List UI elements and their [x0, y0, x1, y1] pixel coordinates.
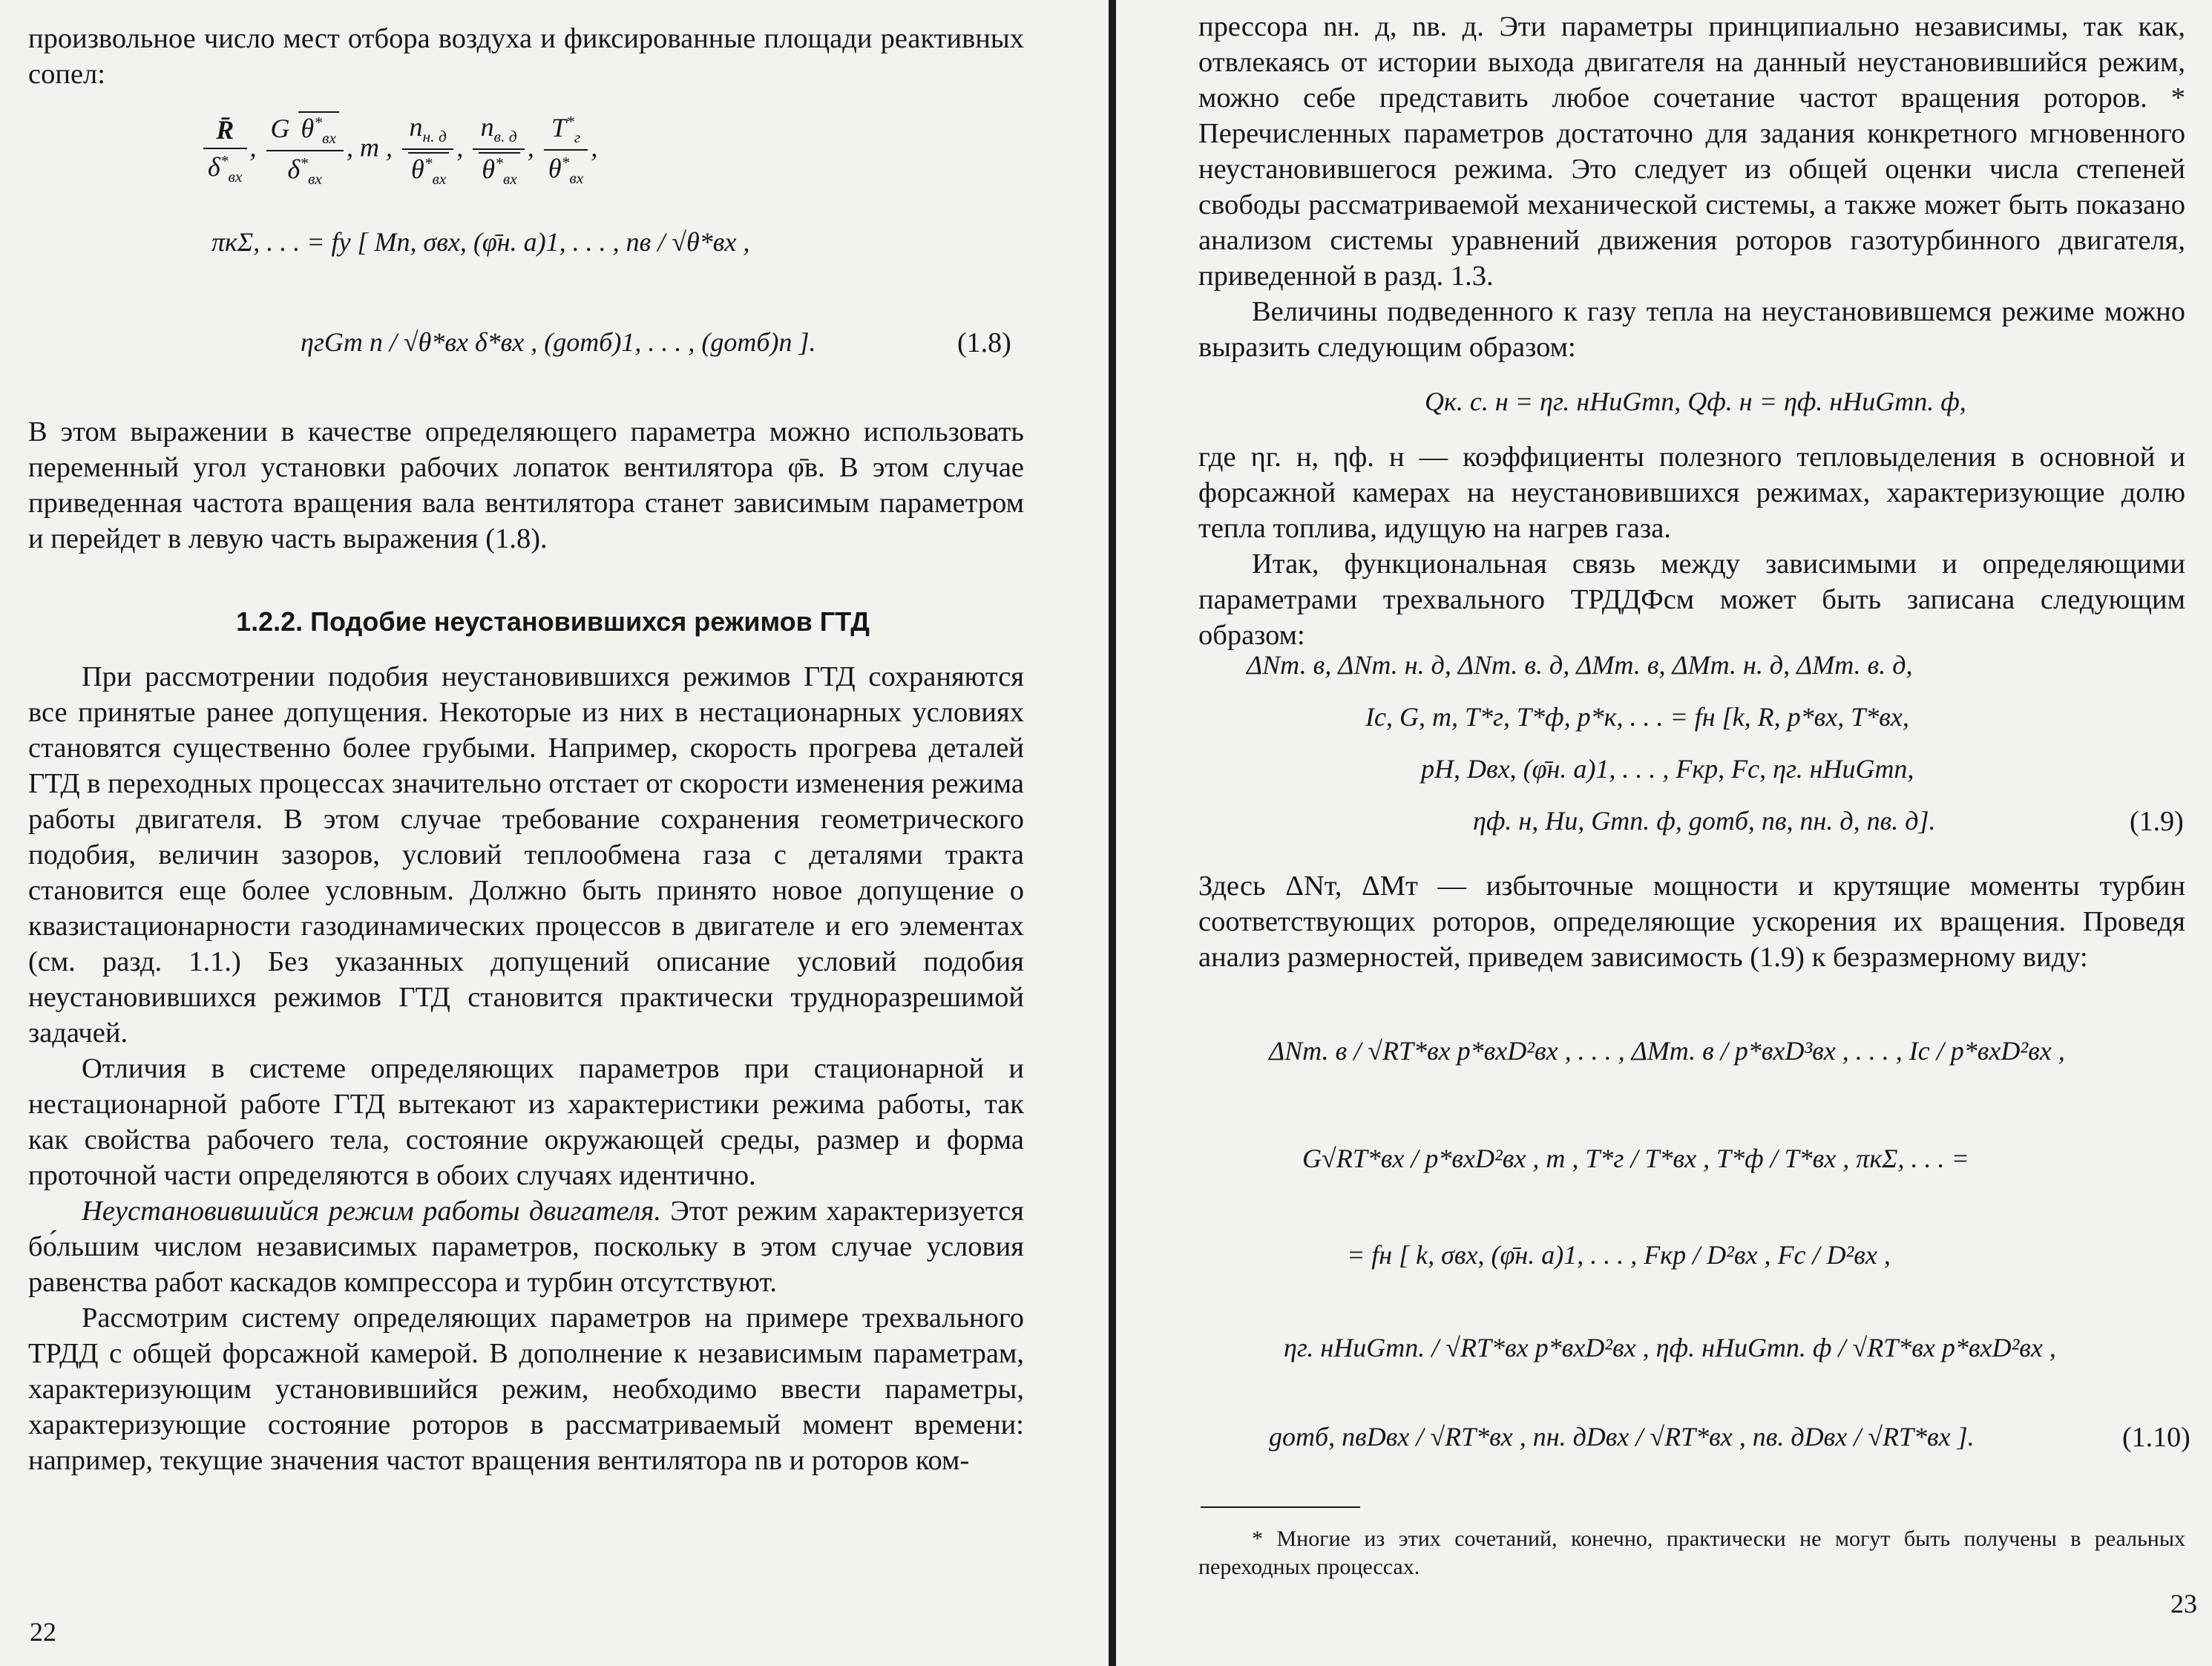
- eq-1-10-number: (1.10): [2122, 1422, 2190, 1453]
- page-number-right: 23: [2170, 1589, 2197, 1619]
- eq-1-9-line3: pH, Dвх, (φ̄н. а)1, . . . , Fкр, Fс, ηг. нHuGтп,: [1421, 754, 1914, 784]
- paragraph: прессора nн. д, nв. д. Эти параметры принципиально независимы, так как, отвлекаясь от истории выхода двигателя на данный неустановившийся режим, можно себе представить любое сочетание частот вращения роторов. * Перечисленных параметров достаточно для задания конкретного мгновенного неустановившегося режима. Это следует из общей оценки числа степеней свободы рассматриваемой механической системы, а также может быть показано анализом системы уравнений движения роторов газотурбинного двигателя, приведенной в разд. 1.3.: [1198, 11, 2185, 292]
- eq-1-8-line3: ηгGт п / √θ*вх δ*вх , (gотб)1, . . . , (gотб)n ].: [301, 327, 816, 357]
- footnote-rule: [1201, 1506, 1360, 1508]
- paragraph: Рассмотрим систему определяющих параметров на примере трехвального ТРДД с общей форсажной камерой. В дополнение к независимым параметрам, характеризующим установившийся режим, необходимо ввести параметры, характеризующие состояние роторов в рассматриваемый момент времени: например, текущие значения частот вращения вентилятора nв и роторов ком-: [28, 1302, 1024, 1476]
- right-page: [1135, 0, 2212, 1666]
- left-intro: [28, 21, 1024, 92]
- right-body-low: [1198, 868, 2185, 975]
- eq-1-9-line1: ΔNт. в, ΔNт. н. д, ΔNт. в. д, ΔMт. в, ΔMт. н. д, ΔMт. в. д,: [1247, 650, 1913, 680]
- eq-1-10-line5: gотб, nвDвх / √RT*вх , nн. дDвх / √RT*вх , nв. дDвх / √RT*вх ].: [1269, 1422, 1975, 1452]
- eq-1-8-number: (1.8): [957, 327, 1011, 358]
- left-body: [28, 414, 1024, 1478]
- paragraph: Здесь ΔNт, ΔMт — избыточные мощности и крутящие моменты турбин соответствующих роторов, определяющие ускорения их вращения. Проведя анализ размерностей, приведем зависимость (1.9) к безразмерному виду:: [1198, 870, 2185, 973]
- paragraph: Величины подведенного к газу тепла на неустановившемся режиме можно выразить следующим образом:: [1198, 296, 2185, 363]
- paragraph: В этом выражении в качестве определяющего параметра можно использовать переменный угол установки рабочих лопаток вентилятора φ̄в. В этом случае приведенная частота вращения вала вентилятора станет зависимым параметром и перейдет в левую часть выражения (1.8).: [28, 416, 1024, 554]
- intro-text: произвольное число мест отбора воздуха и фиксированные площади реактивных сопел:: [28, 23, 1024, 90]
- page-number-left: 22: [30, 1617, 56, 1647]
- footnote: [1198, 1525, 2185, 1581]
- eq-1-8-line2: πкΣ, . . . = fу [ Mп, σвх, (φ̄н. а)1, . . . , nв / √θ*вх ,: [211, 227, 750, 257]
- eq-heat: Qк. с. н = ηг. нHuGтп, Qф. н = ηф. нHuGтп. ф,: [1425, 387, 1966, 416]
- eq-1-10-line4: ηг. нHuGтп. / √RT*вх p*вхD²вх , ηф. нHuGтп. ф / √RT*вх p*вхD²вх ,: [1284, 1333, 2056, 1362]
- eq-1-8-line1: $\frac{R̄}{\delta^*_{вх}}$ , $\frac{G \theta^*_{вх}}{\delta^*_{вх}}$ , m , $\frac{n_{н. д}}{\theta^*_{вх}}$ , $\frac{n_{в. д}}{\theta^*_{вх}}$ , $\frac{T^*_г}{\theta^*_{вх}}$ ,: [200, 111, 597, 188]
- eq-1-9-line2: Iс, G, m, T*г, T*ф, p*к, . . . = fн [k, R, p*вх, T*вх,: [1365, 702, 1909, 732]
- paragraph: Отличия в системе определяющих параметров при стационарной и нестационарной работе ГТД вытекают из характеристики режима работы, так как свойства рабочего тела, состояние окружающей среды, размер и форма проточной части определяются в обоих случаях идентично.: [28, 1053, 1024, 1191]
- right-body-top: [1198, 9, 2185, 365]
- paragraph: где ηг. н, ηф. н — коэффициенты полезного тепловыделения в основной и форсажной камерах на неустановившихся режимах, характеризующие долю тепла топлива, идущую на нагрев газа.: [1198, 442, 2185, 544]
- right-body-mid: [1198, 439, 2185, 653]
- footnote-text: * Многие из этих сочетаний, конечно, практически не могут быть получены в реальных переходных процессах.: [1198, 1526, 2185, 1579]
- paragraph: При рассмотрении подобия неустановившихся режимов ГТД сохраняются все принятые ранее допущения. Некоторые из них в нестационарных условиях становятся существенно более грубыми. Например, скорость прогрева деталей ГТД в переходных процессах значительно отстает от скорости изменения режима работы двигателя. В этом случае требование сохранения геометрического подобия, величин зазоров, условий теплообмена газа с деталями тракта становится еще более условным. Должно быть принято новое допущение о квазистационарности газодинамических процессов в двигателе и его элементах (см. разд. 1.1.) Без указанных допущений описание условий подобия неустановившихся режимов ГТД становится практически трудноразрешимой задачей.: [28, 661, 1024, 1049]
- eq-1-9-number: (1.9): [2130, 806, 2184, 837]
- paragraph: Неустановившийся режим работы двигателя. Этот режим характеризуется бо́льшим числом независимых параметров, поскольку в этом случае условия равенства работ каскадов компрессора и турбин отсутствуют.: [28, 1196, 1024, 1298]
- eq-1-10-line3: = fн [ k, σвх, (φ̄н. а)1, . . . , Fкр / D²вх , Fс / D²вх ,: [1347, 1240, 1891, 1270]
- eq-1-10-line1: ΔNт. в / √RT*вх p*вхD²вх , . . . , ΔMт. в / p*вхD³вх , . . . , Iс / p*вхD²вх ,: [1269, 1036, 2065, 1066]
- eq-1-10-line2: G√RT*вх / p*вхD²вх , m , T*г / T*вх , T*ф / T*вх , πкΣ, . . . =: [1302, 1144, 1969, 1173]
- eq-1-9-line4: ηф. н, Hu, Gтп. ф, gотб, nв, nн. д, nв. д].: [1473, 806, 1936, 836]
- book-gutter: [1109, 0, 1116, 1666]
- left-page: [0, 0, 1091, 1666]
- paragraph: Итак, функциональная связь между зависимыми и определяющими параметрами трехвального ТРДДФсм может быть записана следующим образом:: [1198, 548, 2185, 651]
- section-heading: 1.2.2. Подобие неустановившихся режимов ГТД: [236, 606, 870, 637]
- italic-term: Неустановившийся режим работы двигателя.: [82, 1196, 661, 1227]
